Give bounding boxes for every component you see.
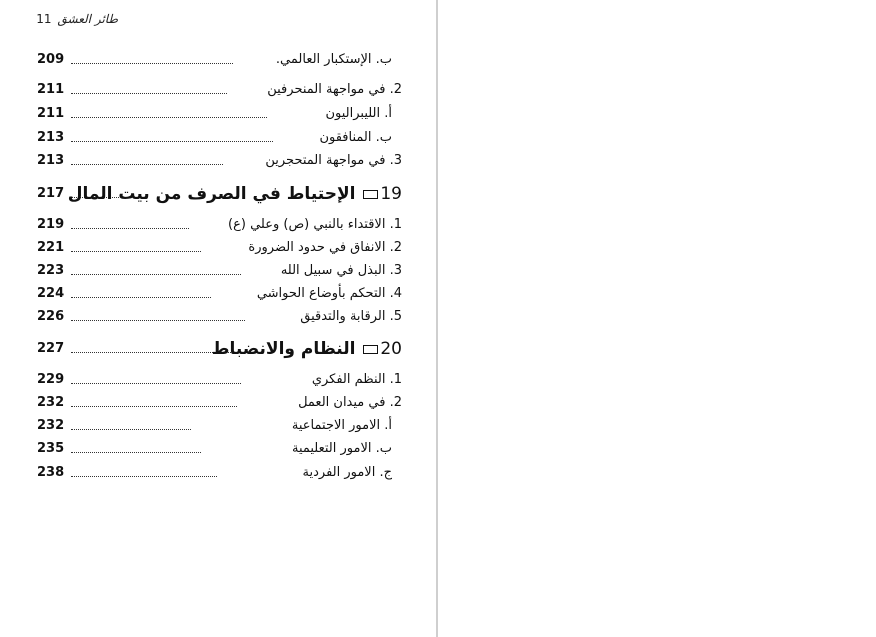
chapter-label: الإحتياط في الصرف من بيت المال — [67, 184, 356, 204]
toc-page-number: 226 — [37, 309, 65, 324]
toc-page-number: 232 — [37, 395, 65, 410]
toc-leader-dots — [71, 383, 241, 384]
toc-leader-dots — [71, 251, 201, 252]
toc-entry[interactable] — [37, 283, 402, 305]
book-title: طائر العشق — [57, 12, 118, 26]
toc-page-number: 224 — [37, 286, 65, 301]
toc-title: 2. الانفاق في حدود الضرورة — [248, 240, 402, 255]
toc-leader-dots — [71, 164, 223, 165]
toc-title: أ. الامور الاجتماعية — [291, 418, 392, 433]
toc-page-number: 221 — [37, 240, 65, 255]
toc-entry[interactable] — [37, 127, 402, 149]
toc-title: 2. في ميدان العمل — [298, 395, 402, 410]
toc-leader-dots — [71, 352, 231, 353]
toc-page-number: 219 — [37, 217, 65, 232]
toc-leader-dots — [71, 320, 245, 321]
right-page — [438, 0, 876, 637]
toc-entry[interactable] — [37, 214, 402, 236]
toc-leader-dots — [71, 429, 191, 430]
toc-entry[interactable] — [37, 438, 402, 460]
toc-entry[interactable] — [37, 306, 402, 328]
toc-entry[interactable] — [37, 150, 402, 172]
toc-entry[interactable] — [37, 462, 402, 484]
toc-entry[interactable] — [37, 415, 402, 437]
left-page — [0, 0, 436, 637]
toc-leader-dots — [71, 141, 273, 142]
chapter-title — [68, 183, 402, 205]
toc-page-number: 238 — [37, 465, 65, 480]
toc-entry[interactable] — [37, 392, 402, 414]
toc-page-number: 213 — [37, 130, 65, 145]
chapter-title — [212, 338, 402, 360]
toc-title: 5. الرقابة والتدقيق — [300, 309, 402, 324]
toc-title: 1. النظم الفكري — [311, 372, 402, 387]
toc-chapter-entry[interactable] — [37, 183, 402, 205]
toc-title: 2. في مواجهة المنحرفين — [267, 82, 402, 97]
toc-entry[interactable] — [37, 103, 402, 125]
toc-page-number: 232 — [37, 418, 65, 433]
toc-chapter-entry[interactable] — [37, 338, 402, 360]
toc-title: 1. الاقتداء بالنبي (ص) وعلي (ع) — [228, 217, 402, 232]
toc-title: 3. في مواجهة المتحجرين — [265, 153, 402, 168]
toc-title: ب. الإستكبار العالمي. — [275, 52, 392, 67]
toc-page-number: 213 — [37, 153, 65, 168]
toc-leader-dots — [71, 228, 189, 229]
toc-leader-dots — [71, 476, 217, 477]
toc-leader-dots — [71, 117, 267, 118]
toc-leader-dots — [71, 297, 211, 298]
toc-title: 4. التحكم بأوضاع الحواشي — [256, 286, 402, 301]
running-header — [38, 12, 118, 26]
toc-page-number: 229 — [37, 372, 65, 387]
toc-page-number: 227 — [37, 341, 65, 356]
toc-page-number: 211 — [37, 106, 65, 121]
toc-page-number: 217 — [37, 186, 65, 201]
toc-page-number: 209 — [37, 52, 65, 67]
toc-page-number: 235 — [37, 441, 65, 456]
toc-page-number: 211 — [37, 82, 65, 97]
chapter-box-icon — [363, 345, 378, 354]
toc-title: ج. الامور الفردية — [302, 465, 392, 480]
toc-leader-dots — [71, 63, 233, 64]
toc-entry[interactable] — [37, 260, 402, 282]
toc-leader-dots — [71, 93, 227, 94]
toc-leader-dots — [71, 406, 237, 407]
toc-title: ب. الامور التعليمية — [291, 441, 392, 456]
toc-leader-dots — [71, 452, 201, 453]
chapter-number: 20 — [380, 339, 402, 359]
chapter-box-icon — [363, 190, 378, 199]
toc-page-number: 223 — [37, 263, 65, 278]
toc-leader-dots — [71, 274, 241, 275]
chapter-number: 19 — [380, 184, 402, 204]
page-number: 11 — [36, 12, 52, 26]
toc-title: 3. البذل في سبيل الله — [280, 263, 402, 278]
toc-entry[interactable] — [37, 49, 402, 71]
toc-entry[interactable] — [37, 237, 402, 259]
toc-title: ب. المنافقون — [319, 130, 392, 145]
toc-entry[interactable] — [37, 79, 402, 101]
toc-title: أ. الليبراليون — [325, 106, 392, 121]
toc-entry[interactable] — [37, 369, 402, 391]
chapter-label: النظام والانضباط — [211, 339, 356, 359]
